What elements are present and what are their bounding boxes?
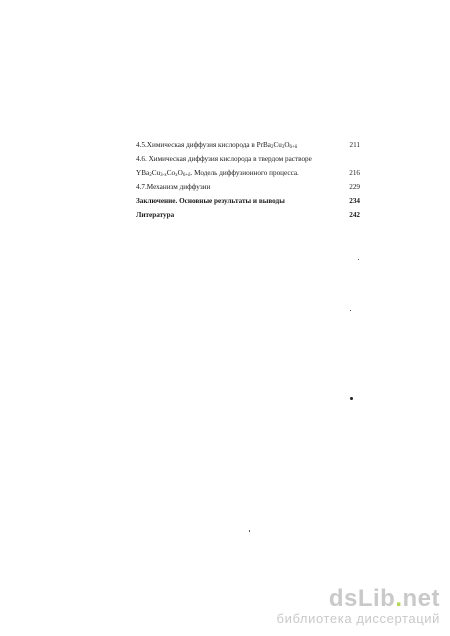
toc-entry-page: 234 — [349, 197, 360, 205]
toc-entry-title: 4.7.Механизм диффузии — [136, 183, 211, 191]
site-watermark — [277, 587, 440, 626]
toc-entry-page: 216 — [349, 169, 360, 177]
scan-speck — [358, 259, 359, 260]
toc-entry-page: 229 — [349, 183, 360, 191]
toc-entry-title: Заключение. Основные результаты и выводы — [136, 197, 285, 205]
toc-entry-page: 211 — [349, 141, 360, 149]
toc-entry-page: 242 — [349, 211, 360, 219]
toc-entry-title-continued: $YBa_2Cu_{3-x}Co_xO_{6+\delta}$. Модель диффузионного процесса. — [136, 169, 299, 178]
watermark-subtitle: библиотека диссертаций — [276, 611, 440, 626]
toc-entry-title: Литература — [136, 211, 175, 219]
scan-speck — [350, 397, 353, 400]
toc-entry-4-6-line2 — [136, 169, 360, 178]
toc-entry-4-6-line1 — [136, 155, 360, 164]
toc-entry-4-5 — [136, 141, 360, 150]
watermark-logo: dsLib.net — [328, 585, 440, 612]
toc-entry-title: 4.5.Химическая диффузия кислорода в $PrBa_2Cu_3O_{6+\delta}$ — [136, 141, 298, 150]
toc-entry-4-7 — [136, 183, 360, 192]
toc-entry-references — [136, 211, 360, 220]
scan-speck — [249, 530, 250, 532]
toc-entry-conclusion — [136, 197, 360, 206]
toc-entry-title: 4.6. Химическая диффузия кислорода в твердом растворе — [136, 155, 312, 163]
scan-speck — [350, 310, 351, 311]
